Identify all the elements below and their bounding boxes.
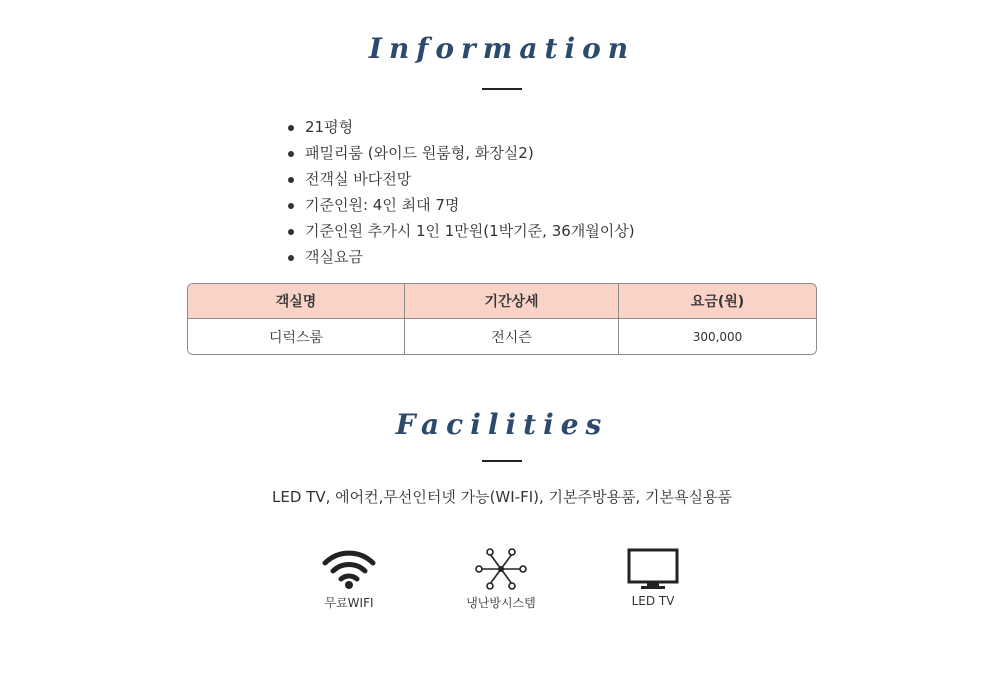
amenity-wifi-label: 무료WIFI	[324, 596, 374, 610]
info-item-extra-charge: 기준인원 추가시 1인 1만원(1박기준, 36개월이상)	[288, 218, 635, 244]
info-item-room-type: 패밀리룸 (와이드 원룸형, 화장실2)	[288, 140, 635, 166]
information-list	[288, 114, 635, 270]
information-divider	[482, 88, 522, 90]
amenity-wifi	[289, 548, 409, 611]
info-item-room-rate: 객실요금	[288, 244, 635, 270]
amenity-tv-label: LED TV	[631, 594, 675, 608]
amenity-climate-label: 냉난방시스템	[466, 596, 536, 610]
header-room-name: 객실명	[188, 284, 405, 318]
tv-icon	[626, 548, 680, 590]
amenity-climate	[441, 548, 561, 611]
rate-table-header	[188, 284, 816, 319]
information-title: Information	[368, 32, 636, 65]
info-item-size: 21평형	[288, 114, 635, 140]
wifi-icon	[322, 548, 376, 590]
cell-room-name: 디럭스룸	[188, 319, 405, 354]
facilities-title: Facilities	[395, 408, 609, 441]
rate-table	[187, 283, 817, 355]
network-icon	[474, 548, 528, 590]
info-item-view: 전객실 바다전망	[288, 166, 635, 192]
table-row	[188, 319, 816, 354]
cell-period: 전시즌	[405, 319, 619, 354]
header-price: 요금(원)	[690, 294, 745, 310]
amenity-tv	[593, 548, 713, 608]
facilities-divider	[482, 460, 522, 462]
header-period: 기간상세	[405, 284, 619, 318]
info-item-capacity: 기준인원: 4인 최대 7명	[288, 192, 635, 218]
cell-price: 300,000	[692, 329, 743, 344]
facilities-description: LED TV, 에어컨,무선인터넷 가능(WI-FI), 기본주방용품, 기본욕실용품	[272, 488, 732, 506]
